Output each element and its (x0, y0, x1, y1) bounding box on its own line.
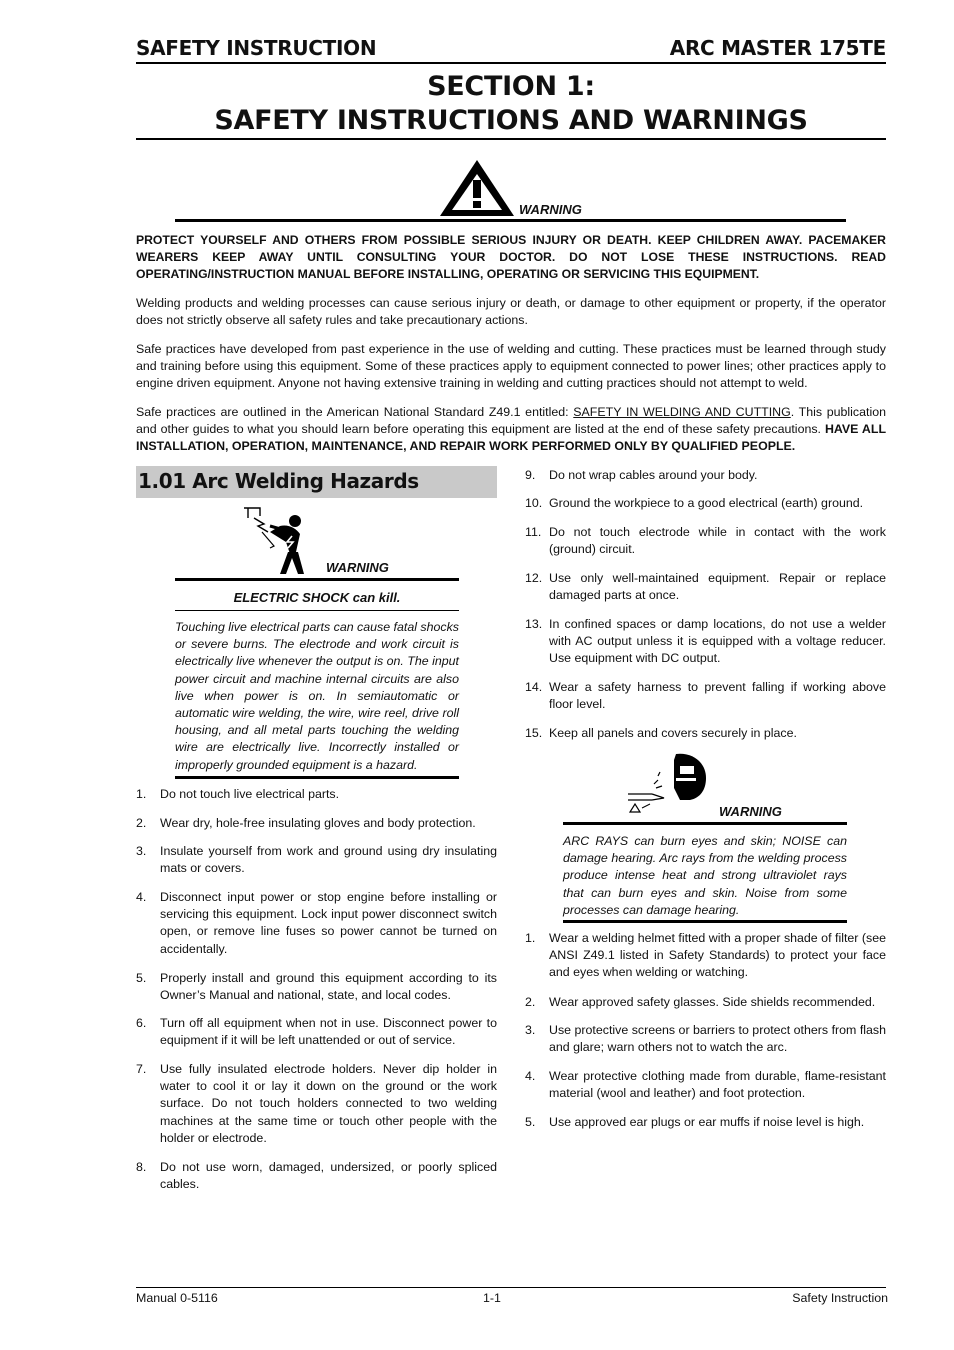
list-item: 15. Keep all panels and covers securely in place. (525, 726, 797, 740)
p3-text-a: Safe practices are outlined in the American National Standard Z49.1 entitled: (136, 405, 574, 419)
footer-rule (136, 1287, 886, 1288)
intro-bold-paragraph: PROTECT YOURSELF AND OTHERS FROM POSSIBLE SERIOUS INJURY OR DEATH. KEEP CHILDREN AWAY. PACEMAKER WEARERS KEEP AWAY UNTIL CONSULTING YOUR DOCTOR. DO NOT LOSE THESE INSTRUCTIONS. READ OPERATING/INSTRUCTION MANUAL BEFORE INSTALLING, OPERATING OR SERVICING THIS EQUIPMENT. (136, 233, 886, 282)
shock-warning-rule-top (175, 578, 459, 581)
list-item: 4. Disconnect input power or stop engine before installing or servicing this equipment. Lock input power disconnect switch open, or remove line fuses so power cannot be turned on accidentally. (136, 890, 497, 956)
list-item: 5. Properly install and ground this equipment according to its Owner’s Manual and national, state, and local codes. (136, 971, 497, 1003)
electric-shock-icon (240, 504, 320, 578)
list-item: 5. Use approved ear plugs or ear muffs if noise level is high. (525, 1115, 865, 1129)
p3-text-b: . This publication and other guides to what you should learn before operating this equipment are listed at the end of these safety precautions. (136, 405, 886, 437)
title-line-2: SAFETY INSTRUCTIONS AND WARNINGS (214, 105, 808, 136)
list-item: 9. Do not wrap cables around your body. (525, 468, 758, 482)
list-item: 4. Wear protective clothing made from durable, flame-resistant material (wool and leather) and foot protection. (525, 1069, 886, 1101)
arc-warning-text: ARC RAYS can burn eyes and skin; NOISE can damage hearing. Arc rays from the welding process produce intense heat and strong ultraviolet rays that can burn eyes and skin. Noise from some processes can damage hearing. (563, 834, 847, 917)
shock-warning-rule-mid (175, 610, 459, 611)
top-warning-label: WARNING (519, 202, 582, 217)
header-right: ARC MASTER 175TE (669, 36, 886, 60)
warning-triangle-icon (438, 158, 516, 218)
list-item: 2. Wear dry, hole-free insulating gloves and body protection. (136, 816, 476, 830)
footer-manual-number: Manual 0-5116 (136, 1291, 218, 1305)
list-item: 2. Wear approved safety glasses. Side shields recommended. (525, 995, 876, 1009)
list-item: 6. Turn off all equipment when not in use. Disconnect power to equipment if it will be left unattended or out of service. (136, 1016, 497, 1048)
list-item: 14. Wear a safety harness to prevent falling if working above floor level. (525, 680, 886, 712)
header-left: SAFETY INSTRUCTION (136, 36, 377, 60)
list-item: 12. Use only well-maintained equipment. Repair or replace damaged parts at once. (525, 571, 886, 603)
list-item: 7. Use fully insulated electrode holders. Never dip holder in water to cool it or lay it down on the ground or the work surface. Do not touch holders connected to two welding machines at the same time or touch other people with the holder or electrode. (136, 1062, 497, 1145)
list-item: 3. Insulate yourself from work and ground using dry insulating mats or covers. (136, 844, 497, 876)
section-heading (136, 466, 497, 498)
footer-section-name: Safety Instruction (792, 1291, 888, 1305)
footer-page-number: 1-1 (483, 1291, 501, 1305)
intro-paragraph-1: Welding products and welding processes can cause serious injury or death, or damage to other equipment or property, if the operator does not strictly observe all safety rules and take precautionary actions. (136, 296, 886, 328)
p3-bold-text: HAVE ALL INSTALLATION, OPERATION, MAINTENANCE, AND REPAIR WORK PERFORMED ONLY BY QUALIFIED PEOPLE. (136, 422, 887, 454)
arc-warning-rule-top (563, 822, 847, 825)
list-item: 3. Use protective screens or barriers to protect others from flash and glare; warn others not to watch the arc. (525, 1023, 886, 1055)
list-item: 10. Ground the workpiece to a good electrical (earth) ground. (525, 496, 864, 510)
shock-warning-rule-bottom (175, 776, 459, 779)
standard-title-link: SAFETY IN WELDING AND CUTTING (573, 405, 791, 419)
page-title (136, 70, 886, 138)
arc-warning-label: WARNING (719, 804, 782, 819)
list-item: 1. Wear a welding helmet fitted with a proper shade of filter (see ANSI Z49.1 listed in Safety Standards) to protect your face and eyes when welding or watching. (525, 931, 886, 980)
intro-paragraph-3 (136, 404, 886, 456)
arc-warning-rule-bottom (563, 920, 847, 923)
shock-warning-label: WARNING (326, 560, 389, 575)
shock-warning-title: ELECTRIC SHOCK can kill. (233, 590, 401, 605)
list-item: 11. Do not touch electrode while in contact with the work (ground) circuit. (525, 525, 886, 557)
title-line-1: SECTION 1: (427, 71, 595, 102)
list-item: 8. Do not use worn, damaged, undersized, or poorly spliced cables. (136, 1160, 497, 1192)
intro-paragraph-2: Safe practices have developed from past experience in the use of welding and cutting. These practices must be learned through study and training before using this equipment. Some of these practices apply to equipment connected to power lines; other practices apply to engine driven equipment. Anyone not having extensive training in welding and cutting practices should not attempt to weld. (136, 342, 886, 391)
shock-warning-text: Touching live electrical parts can cause fatal shocks or severe burns. The electrode and work circuit is electrically live whenever the output is on. The input power circuit and machine internal circuits are also live when power is on. In semiautomatic or automatic wire welding, the wire, wire reel, drive roll housing, and all metal parts touching the welding wire are electrically live. Incorrectly installed or improperly grounded equipment is a hazard. (175, 620, 459, 772)
section-heading-text: 1.01 Arc Welding Hazards (138, 469, 419, 493)
list-item: 1. Do not touch live electrical parts. (136, 787, 340, 801)
top-warning-rule (175, 219, 846, 222)
header-rule (136, 62, 886, 64)
welding-helmet-icon (626, 752, 710, 820)
list-item: 13. In confined spaces or damp locations, do not use a welder with AC output unless it is equipped with a voltage reducer. Use equipment with DC output. (525, 617, 886, 666)
title-rule (136, 138, 886, 140)
